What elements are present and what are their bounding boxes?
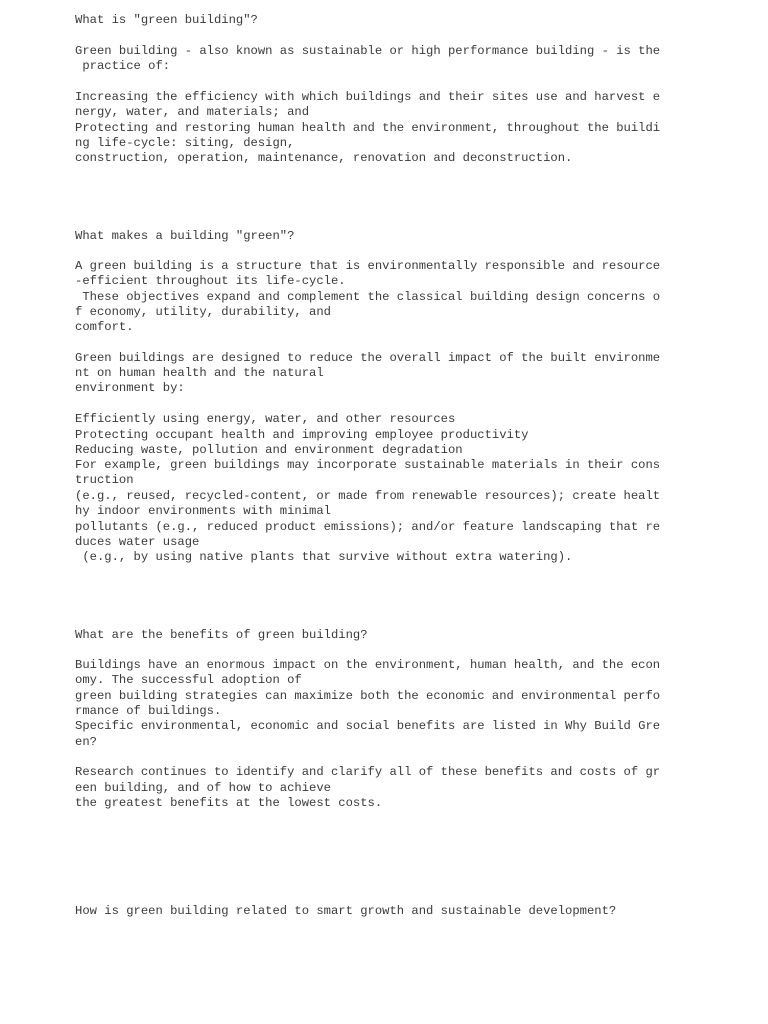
text-line: Buildings have an enormous impact on the environment, human health, and the econ (75, 658, 661, 672)
text-line: (e.g., by using native plants that survive without extra watering). (75, 550, 573, 564)
text-line: (e.g., reused, recycled-content, or made from renewable resources); create healt (75, 489, 661, 503)
list-item: Reducing waste, pollution and environment degradation (75, 443, 463, 457)
text-line: rmance of buildings. (75, 704, 222, 718)
text-line: Specific environmental, economic and social benefits are listed in Why Build Gre (75, 719, 661, 733)
text-line: practice of: (75, 59, 171, 73)
text-line: ng life-cycle: siting, design, (75, 136, 295, 150)
text-line: environment by: (75, 381, 185, 395)
text-line: green building strategies can maximize both the economic and environmental perfo (75, 689, 661, 703)
text-line: f economy, utility, durability, and (75, 305, 331, 319)
text-line: duces water usage (75, 535, 200, 549)
text-line: -efficient throughout its life-cycle. (75, 274, 346, 288)
section-heading-smart-growth: How is green building related to smart growth and sustainable development? (75, 904, 617, 918)
text-line: nergy, water, and materials; and (75, 105, 310, 119)
text-line: For example, green buildings may incorporate sustainable materials in their cons (75, 458, 661, 472)
section-heading-benefits: What are the benefits of green building? (75, 628, 368, 642)
text-line: Protecting and restoring human health and the environment, throughout the buildi (75, 121, 661, 135)
text-line: Green building - also known as sustainable or high performance building - is the (75, 44, 661, 58)
text-line: Increasing the efficiency with which buildings and their sites use and harvest e (75, 90, 661, 104)
text-line: omy. The successful adoption of (75, 673, 302, 687)
text-line: These objectives expand and complement the classical building design concerns o (75, 290, 661, 304)
text-line: the greatest benefits at the lowest costs. (75, 796, 383, 810)
text-line: hy indoor environments with minimal (75, 504, 331, 518)
list-item: Protecting occupant health and improving employee productivity (75, 428, 529, 442)
text-line: en? (75, 735, 97, 749)
text-line: truction (75, 473, 134, 487)
text-line: een building, and of how to achieve (75, 781, 331, 795)
text-line: pollutants (e.g., reduced product emissions); and/or feature landscaping that re (75, 520, 661, 534)
section-heading-what-makes-green: What makes a building "green"? (75, 229, 295, 243)
text-line: Green buildings are designed to reduce the overall impact of the built environme (75, 351, 661, 365)
text-line: A green building is a structure that is environmentally responsible and resource (75, 259, 661, 273)
text-line: construction, operation, maintenance, renovation and deconstruction. (75, 151, 573, 165)
list-item: Efficiently using energy, water, and other resources (75, 412, 456, 426)
text-line: comfort. (75, 320, 134, 334)
text-line: Research continues to identify and clarify all of these benefits and costs of gr (75, 765, 661, 779)
section-heading-what-is-green-building: What is "green building"? (75, 13, 258, 27)
text-line: nt on human health and the natural (75, 366, 324, 380)
